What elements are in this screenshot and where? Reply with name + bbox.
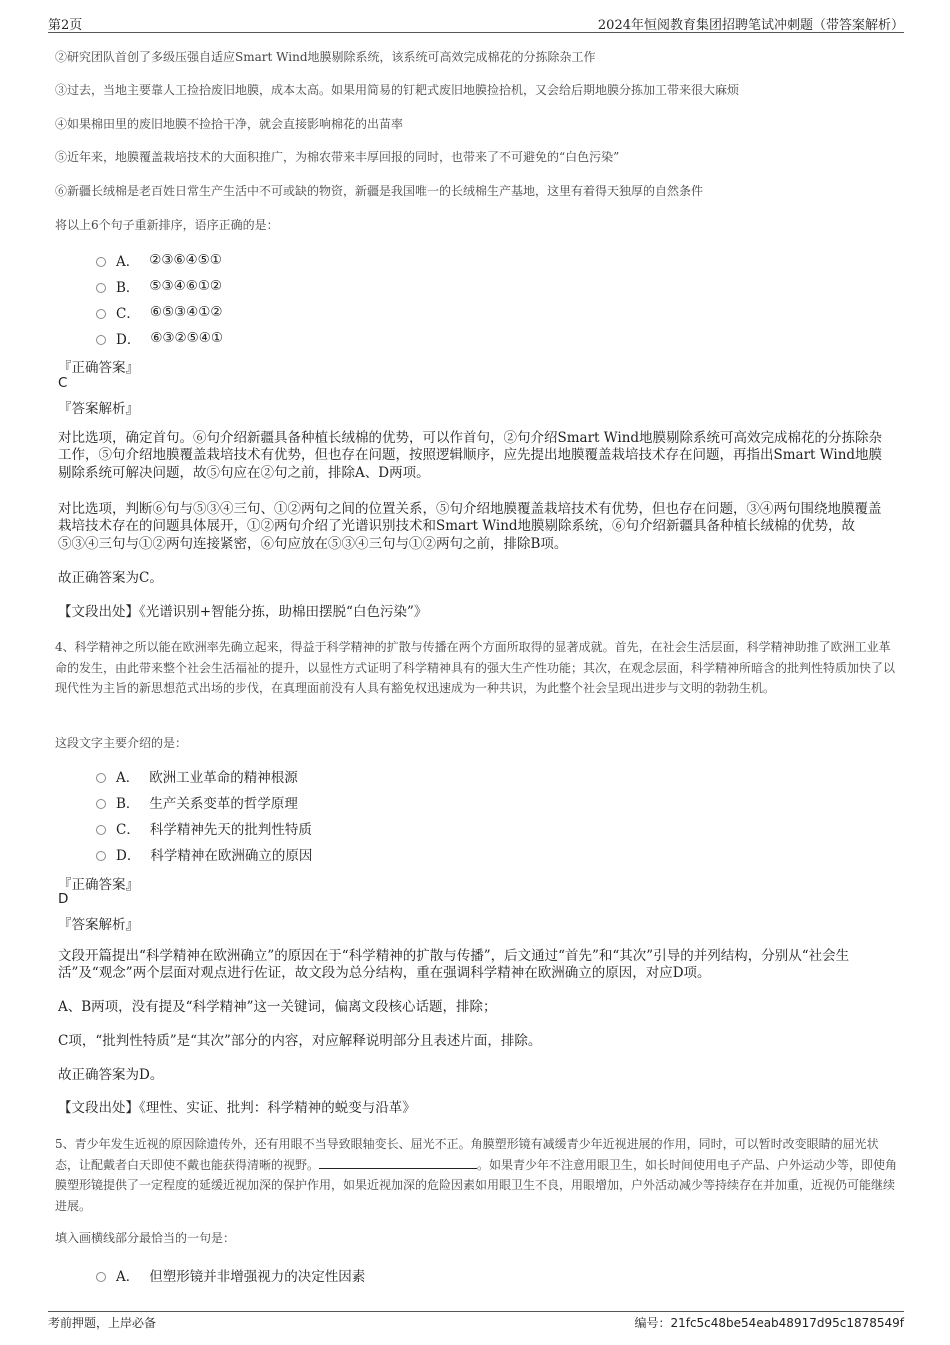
header-rule xyxy=(48,32,904,33)
q4-prompt: 这段文字主要介绍的是： xyxy=(55,736,188,750)
q4-source: 【文段出处】《理性、实证、批判：科学精神的蜕变与沿革》 xyxy=(58,1100,416,1116)
q4-answer: D xyxy=(58,891,69,907)
radio-icon[interactable] xyxy=(96,773,106,783)
q3-analysis-3: 故正确答案为C。 xyxy=(58,570,163,586)
q4-analysis-1: 文段开篇提出“科学精神在欧洲确立”的原因在于“科学精神的扩散与传播”，后文通过“首先”和“其次”引导的并列结构，分别从“社会生活”及“观念”两个层面对观点进行佐证，故文段为总分结构，重在强调科学精神在欧洲确立的原因，对应D项。 xyxy=(58,948,850,982)
q3-answer-label: 『正确答案』 xyxy=(58,360,139,376)
q3-answer: C xyxy=(58,375,68,391)
radio-icon[interactable] xyxy=(96,309,106,319)
q3-source: 【文段出处】《光谱识别+智能分拣，助棉田摆脱“白色污染”》 xyxy=(58,604,428,620)
q3-analysis-2: 对比选项，判断⑥句与⑤③④三句、①②两句之间的位置关系，⑤句介绍地膜覆盖栽培技术有优势，但也存在问题，③④两句围绕地膜覆盖栽培技术存在的问题具体展开，①②两句介绍了光谱识别技术和Smart Wind地膜剔除系统，⑥句介绍新疆具备种植长绒棉的优势，故⑤③④三句与①②两句连接紧密，⑥句应放在⑤③④三句与①②两句之前，排除B项。 xyxy=(58,501,882,552)
radio-icon[interactable] xyxy=(96,257,106,267)
q4-answer-label: 『正确答案』 xyxy=(58,877,139,893)
q3-option-a[interactable]: A． ②③⑥④⑤① xyxy=(96,251,222,269)
doc-title: 2024年恒阅教育集团招聘笔试冲刺题（带答案解析） xyxy=(597,18,904,33)
q3-sentence-2: ②研究团队首创了多级压强自适应Smart Wind地膜剔除系统，该系统可高效完成棉花的分拣除杂工作 xyxy=(55,50,596,64)
footer-slogan: 考前押题，上岸必备 xyxy=(48,1316,157,1330)
q3-option-d[interactable]: D． ⑥③②⑤④① xyxy=(96,329,223,347)
q4-analysis-3: C项，“批判性特质”是“其次”部分的内容，对应解释说明部分且表述片面，排除。 xyxy=(58,1033,542,1049)
radio-icon[interactable] xyxy=(96,825,106,835)
q4-option-d[interactable]: D． 科学精神在欧洲确立的原因 xyxy=(96,845,312,863)
q3-analysis-label: 『答案解析』 xyxy=(58,401,139,417)
q3-sentence-4: ④如果棉田里的废旧地膜不捡拾干净，就会直接影响棉花的出苗率 xyxy=(55,117,404,131)
footer-code: 编号：21fc5c48be54eab48917d95c1878549f xyxy=(634,1316,904,1330)
radio-icon[interactable] xyxy=(96,335,106,345)
q4-option-a[interactable]: A． 欧洲工业革命的精神根源 xyxy=(96,767,298,785)
q5-stem: 5、青少年发生近视的原因除遗传外，还有用眼不当导致眼轴变长、屈光不正。角膜塑形镜有减缓青少年近视进展的作用，同时，可以暂时改变眼睛的屈光状态，让配戴者白天即使不戴也能获得清晰的视野。 。如果青少年不注意用眼卫生，如长时间使用电子产品、户外运动少等，即使角膜塑形镜提供了一定程度的延缓近视加深的保护作用，如果近视加深的危险因素如用眼卫生不良，用眼增加，户外活动减少等持续存在并加重，近视仍可能继续进展。 xyxy=(55,1137,898,1213)
q3-sentence-6: ⑥新疆长绒棉是老百姓日常生产生活中不可或缺的物资，新疆是我国唯一的长绒棉生产基地，这里有着得天独厚的自然条件 xyxy=(55,184,704,198)
radio-icon[interactable] xyxy=(96,851,106,861)
q4-option-b[interactable]: B． 生产关系变革的哲学原理 xyxy=(96,793,298,811)
q3-sentence-5: ⑤近年来，地膜覆盖栽培技术的大面积推广，为棉农带来丰厚回报的同时，也带来了不可避免的“白色污染” xyxy=(55,150,620,164)
q4-analysis-4: 故正确答案为D。 xyxy=(58,1067,164,1083)
fill-blank xyxy=(319,1156,477,1169)
q3-sentence-3: ③过去，当地主要靠人工捡拾废旧地膜，成本太高。如果用简易的钉耙式废旧地膜捡拾机，又会给后期地膜分拣加工带来很大麻烦 xyxy=(55,83,740,97)
q4-stem: 4、科学精神之所以能在欧洲率先确立起来，得益于科学精神的扩散与传播在两个方面所取得的显著成就。首先，在社会生活层面，科学精神助推了欧洲工业革命的发生，由此带来整个社会生活福祉的提升，以显性方式证明了科学精神具有的强大生产性功能；其次，在观念层面，科学精神所暗含的批判性特质加快了以现代性为主旨的新思想范式出场的步伐，在真理面前没有人具有豁免权迅速成为一种共识，为此整个社会呈现出进步与文明的勃勃生机。 xyxy=(55,640,896,695)
radio-icon[interactable] xyxy=(96,1272,106,1282)
radio-icon[interactable] xyxy=(96,283,106,293)
q3-option-c[interactable]: C． ⑥⑤③④①② xyxy=(96,303,222,321)
q4-analysis-label: 『答案解析』 xyxy=(58,917,139,933)
radio-icon[interactable] xyxy=(96,799,106,809)
q4-analysis-2: A、B两项，没有提及“科学精神”这一关键词，偏离文段核心话题，排除； xyxy=(58,999,497,1015)
q4-option-c[interactable]: C． 科学精神先天的批判性特质 xyxy=(96,819,312,837)
q5-prompt: 填入画横线部分最恰当的一句是： xyxy=(55,1231,236,1245)
q3-option-b[interactable]: B． ⑤③④⑥①② xyxy=(96,277,222,295)
page-number: 第2页 xyxy=(48,18,83,33)
q5-option-a[interactable]: A． 但塑形镜并非增强视力的决定性因素 xyxy=(96,1266,365,1284)
q3-analysis-1: 对比选项，确定首句。⑥句介绍新疆具备种植长绒棉的优势，可以作首句，②句介绍Smart Wind地膜剔除系统可高效完成棉花的分拣除杂工作，⑤句介绍地膜覆盖栽培技术有优势，但也存在问题，按照逻辑顺序，应先提出地膜覆盖栽培技术存在问题，再指出Smart Wind地膜剔除系统可解决问题，故⑤句应在②句之前，排除A、D两项。 xyxy=(58,430,883,481)
q3-prompt: 将以上6个句子重新排序，语序正确的是： xyxy=(55,218,279,232)
footer-rule xyxy=(48,1311,904,1312)
